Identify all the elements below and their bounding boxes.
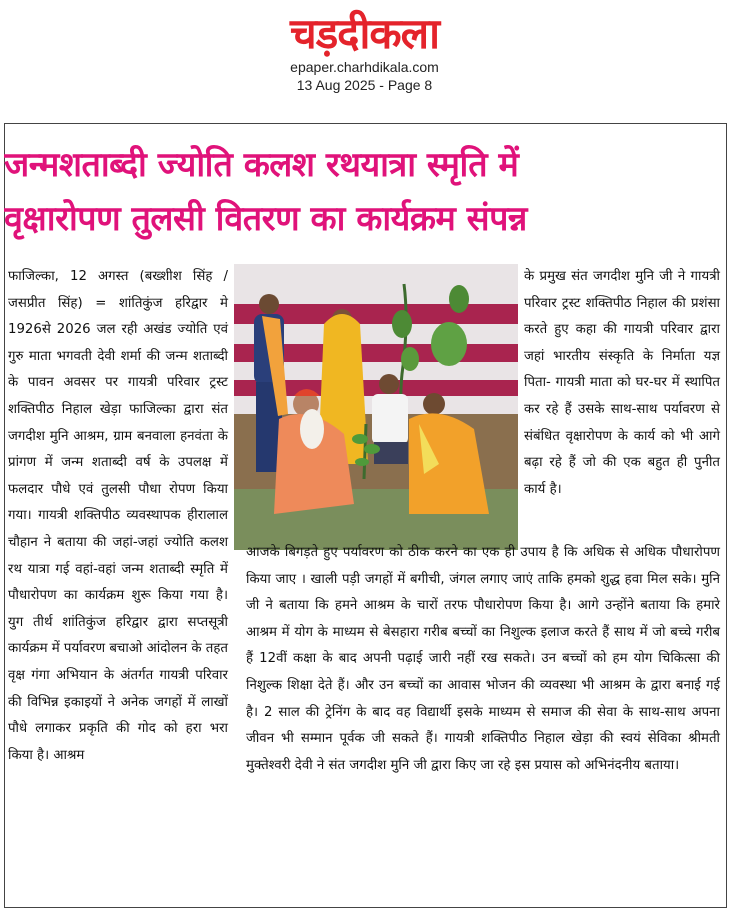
article-column-bottom: आजके बिगड़ते हुए पर्यावरण को ठीक करने का एक ही उपाय है कि अधिक से अधिक पौधारोपण किया जाए । खाली पड़ी जगहों में बगीची, जंगल लगाए जाएं ताकि हमको शुद्ध हवा मिल सके। मुनि जी ने बताया कि हमने आश्रम के चारों तरफ पौधारोपण किया है। आगे उन्होंने बताया कि हमारे आश्रम में योग के माध्यम से बेसहारा गरीब बच्चों का निशुल्क इलाज करते हैं साथ में जो बच्चे गरीब हैं 12वीं कक्षा के बाद अपनी पढ़ाई जारी नहीं रख सकते। उन बच्चों को हम योग चिकित्सा की निशुल्क शिक्षा देते हैं। और उन बच्चों का आवास भोजन की व्यवस्था भी आश्रम के द्वारा बनाई गई है। 2 साल की ट्रेनिंग के बाद वह विद्यार्थी इसके माध्यम से समाज की सेवा के साथ-साथ अपना जीवन भी सम्मान पूर्वक जी सकते हैं। गायत्री शक्तिपीठ निहाल खेड़ा की स्वयं सेविका श्रीमती मुक्तेश्वरी देवी ने संत जगदीश मुनि जी द्वारा किए जा रहे इस प्रयास को अभिनंदनीय बताया।: [246, 545, 720, 773]
headline-line-1: जन्मशताब्दी ज्योति कलश रथयात्रा स्मृति में: [4, 145, 519, 185]
tree-planting-photo: [234, 264, 518, 550]
date-page: 13 Aug 2025 - Page 8: [296, 77, 433, 93]
masthead: [0, 10, 729, 94]
newspaper-logo: चड़दीकला: [290, 9, 439, 58]
article-photo: [234, 264, 518, 550]
article-column-right: के प्रमुख संत जगदीश मुनि जी ने गायत्री परिवार ट्रस्ट शक्तिपीठ निहाल की प्रशंसा करते हुए कहा की गायत्री परिवार द्वारा जहां भारतीय संस्कृति के निर्माता यज्ञ पिता- गायत्री माता को घर-घर में स्थापित कर रहे हैं उसके साथ-साथ पर्यावरण से संबंधित वृक्षारोपण के कार्य को भी आगे बढ़ा रहे हैं जो की एक बहुत ही पुनीत कार्य है।: [524, 269, 720, 497]
headline-line-2: वृक्षारोपण तुलसी वितरण का कार्यक्रम संपन्न: [4, 199, 527, 239]
site-url[interactable]: epaper.charhdikala.com: [290, 59, 439, 75]
article-column-left: फाजिल्का, 12 अगस्त (बख्शीश सिंह / जसप्रीत सिंह) = शांतिकुंज हरिद्वार मे 1926से 2026 जल रही अखंड ज्योति एवं गुरु माता भगवती देवी शर्मा की जन्म शताब्दी के पावन अवसर पर गायत्री परिवार ट्रस्ट शक्तिपीठ निहाल खेड़ा फाजिल्का द्वारा संत जगदीश मुनि आश्रम, ग्राम बनवाला हनवंता के प्रांगण में जन्म शताब्दी वर्ष के उपलक्ष में फलदार पौधे एवं तुलसी पौधा रोपण किया गया। गायत्री शक्तिपीठ व्यवस्थापक हीरालाल चौहान ने बताया की जहां-जहां ज्योति कलश रथ यात्रा गई वहां-वहां जन्म शताब्दी स्मृति में पौधारोपण का कार्यक्रम शुरू किया गया है। युग तीर्थ शांतिकुंज हरिद्वार द्वारा सप्तसूत्री कार्यक्रम में पर्यावरण बचाओ आंदोलन के तहत वृक्ष गंगा अभियान के अंतर्गत गायत्री परिवार की विभिन्न इकाइयों ने अनेक जगहों में लाखों पौधे लगाकर प्रकृति की गोद को हरा भरा किया है। आश्रम: [8, 269, 228, 763]
